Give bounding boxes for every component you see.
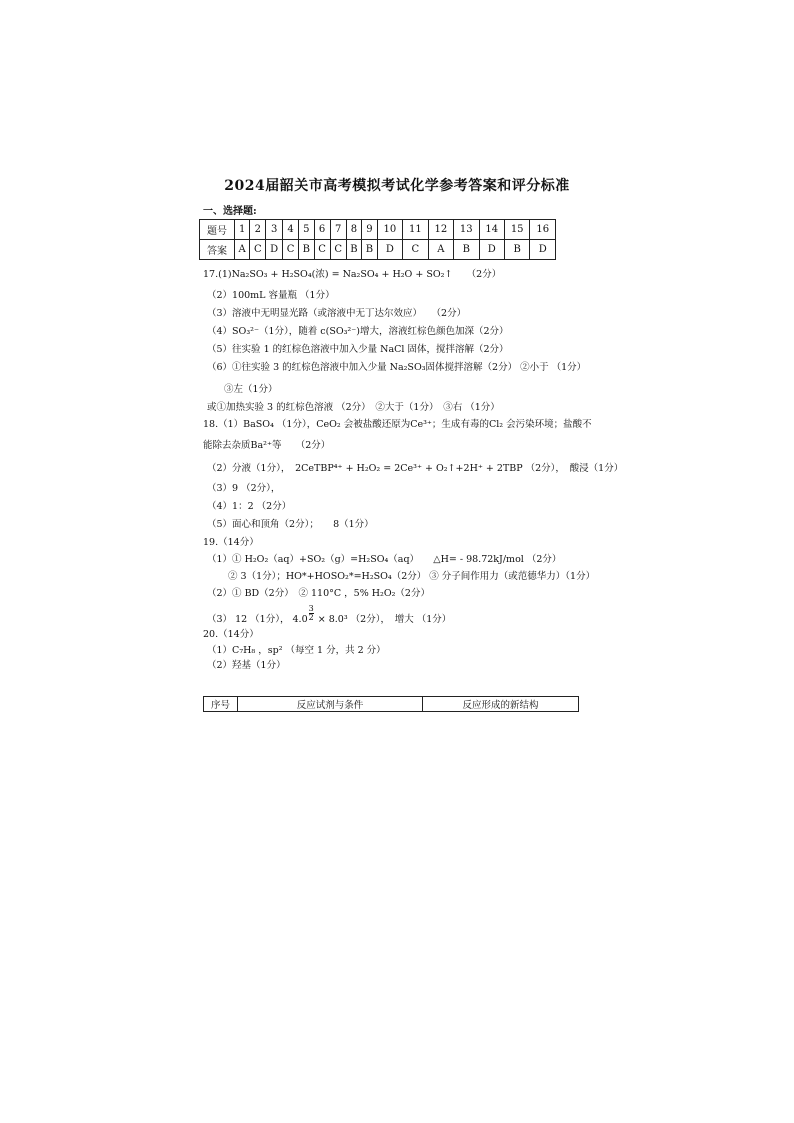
answer-line-17-6b: ③左（1分）	[224, 384, 278, 395]
answer-cell: D	[266, 240, 283, 260]
answer-line-17-3: （3）溶液中无明显光路（或溶液中无丁达尔效应） （2分）	[207, 308, 467, 319]
question-number: 4	[283, 220, 299, 240]
row-header-number: 题号	[200, 220, 235, 240]
answer-line-19-2: （2）① BD（2分） ② 110°C ，5% H₂O₂（2分）	[207, 588, 430, 599]
answer-line-17-2: （2）100mL 容量瓶 （1分）	[207, 290, 335, 301]
table-row-answers	[200, 240, 556, 260]
answer-cell: B	[362, 240, 378, 260]
answer-line-20: 20.（14分）	[203, 629, 259, 640]
answer-line-17-6c: 或①加热实验 3 的红棕色溶液 （2分） ②大于（1分） ③右 （1分）	[207, 402, 500, 413]
answer-line-19-1: （1）① H₂O₂（aq）+SO₂（g）=H₂SO₄（aq） △H= - 98.72kJ/mol （2分）	[207, 554, 562, 565]
answer-line-18-3: （3）9 （2分），	[207, 483, 281, 494]
header-new-structure: 反应形成的新结构	[423, 697, 579, 712]
answer-table	[199, 219, 556, 260]
answer-19-3-base: 4.0	[292, 614, 308, 625]
question-number: 14	[479, 220, 504, 240]
row-header-answer: 答案	[200, 240, 235, 260]
document-title: 2024届韶关市高考模拟考试化学参考答案和评分标准	[224, 178, 570, 194]
question-number: 12	[428, 220, 453, 240]
answer-19-3-exponent	[309, 605, 314, 622]
exponent-numerator: 3	[308, 604, 314, 613]
answer-line-19-3	[207, 604, 452, 628]
question-number: 2	[250, 220, 266, 240]
answer-cell: C	[403, 240, 428, 260]
answer-cell: C	[330, 240, 346, 260]
answer-line-17-4: （4）SO₃²⁻（1分），随着 c(SO₃²⁻)增大，溶液红棕色颜色加深（2分）	[207, 326, 509, 337]
answer-line-18-1b: 能除去杂质Ba²⁺等 （2分）	[203, 440, 331, 451]
answer-line-19: 19.（14分）	[203, 537, 259, 548]
section-heading-choice: 一、选择题:	[203, 206, 257, 217]
question-number: 16	[530, 220, 556, 240]
answer-19-3-tail: × 8.0³ （2分）， 增大 （1分）	[317, 614, 452, 625]
answer-cell: B	[299, 240, 315, 260]
answer-19-3-part-a: （3） 12 （1分），	[207, 614, 290, 625]
answer-line-18-5: （5）面心和顶角（2分）； 8（1分）	[207, 519, 374, 530]
answer-line-18-1: 18.（1）BaSO₄ （1分），CeO₂ 会被盐酸还原为Ce³⁺；生成有毒的Cl₂ 会污染环境；盐酸不	[203, 419, 592, 430]
answer-cell: C	[283, 240, 299, 260]
answer-line-17-5: （5）往实验 1 的红棕色溶液中加入少量 NaCl 固体，搅拌溶解（2分）	[207, 344, 509, 355]
exponent-denominator: 2	[308, 613, 314, 622]
table-header-row	[204, 697, 579, 712]
table-row-numbers	[200, 220, 556, 240]
answer-cell: C	[250, 240, 266, 260]
answer-line-19-1b: ② 3（1分）；HO*+HOSO₂*=H₂SO₄（2分） ③ 分子间作用力（或范德华力）（1分）	[228, 571, 596, 582]
answer-line-18-2: （2）分液（1分）， 2CeTBP⁴⁺ + H₂O₂ = 2Ce³⁺ + O₂↑+2H⁺ + 2TBP （2分）， 酸浸（1分）	[207, 463, 624, 474]
answer-cell: B	[454, 240, 479, 260]
question-number: 9	[362, 220, 378, 240]
answer-line-17-6: （6）①往实验 3 的红棕色溶液中加入少量 Na₂SO₃固体搅拌溶解（2分） ②小于 （1分）	[207, 362, 587, 373]
header-index: 序号	[204, 697, 238, 712]
question-number: 7	[330, 220, 346, 240]
answer-cell: D	[479, 240, 504, 260]
question-number: 11	[403, 220, 428, 240]
reaction-structure-table	[203, 696, 579, 712]
answer-cell: B	[504, 240, 529, 260]
answer-line-20-2: （2）羟基（1分）	[207, 660, 286, 671]
question-number: 6	[314, 220, 330, 240]
answer-cell: D	[377, 240, 402, 260]
answer-line-17-1: 17.(1)Na₂SO₃ + H₂SO₄(浓) = Na₂SO₄ + H₂O + SO₂↑ （2分）	[203, 269, 502, 280]
question-number: 8	[346, 220, 362, 240]
question-number: 15	[504, 220, 529, 240]
answer-cell: C	[314, 240, 330, 260]
answer-line-18-4: （4）1：2 （2分）	[207, 501, 292, 512]
answer-cell: D	[530, 240, 556, 260]
answer-line-20-1: （1）C₇H₈ ，sp² （每空 1 分，共 2 分）	[207, 645, 386, 656]
question-number: 13	[454, 220, 479, 240]
question-number: 10	[377, 220, 402, 240]
answer-cell: B	[346, 240, 362, 260]
question-number: 1	[235, 220, 250, 240]
question-number: 5	[299, 220, 315, 240]
header-reagents-conditions: 反应试剂与条件	[238, 697, 423, 712]
question-number: 3	[266, 220, 283, 240]
answer-cell: A	[428, 240, 453, 260]
answer-cell: A	[235, 240, 250, 260]
